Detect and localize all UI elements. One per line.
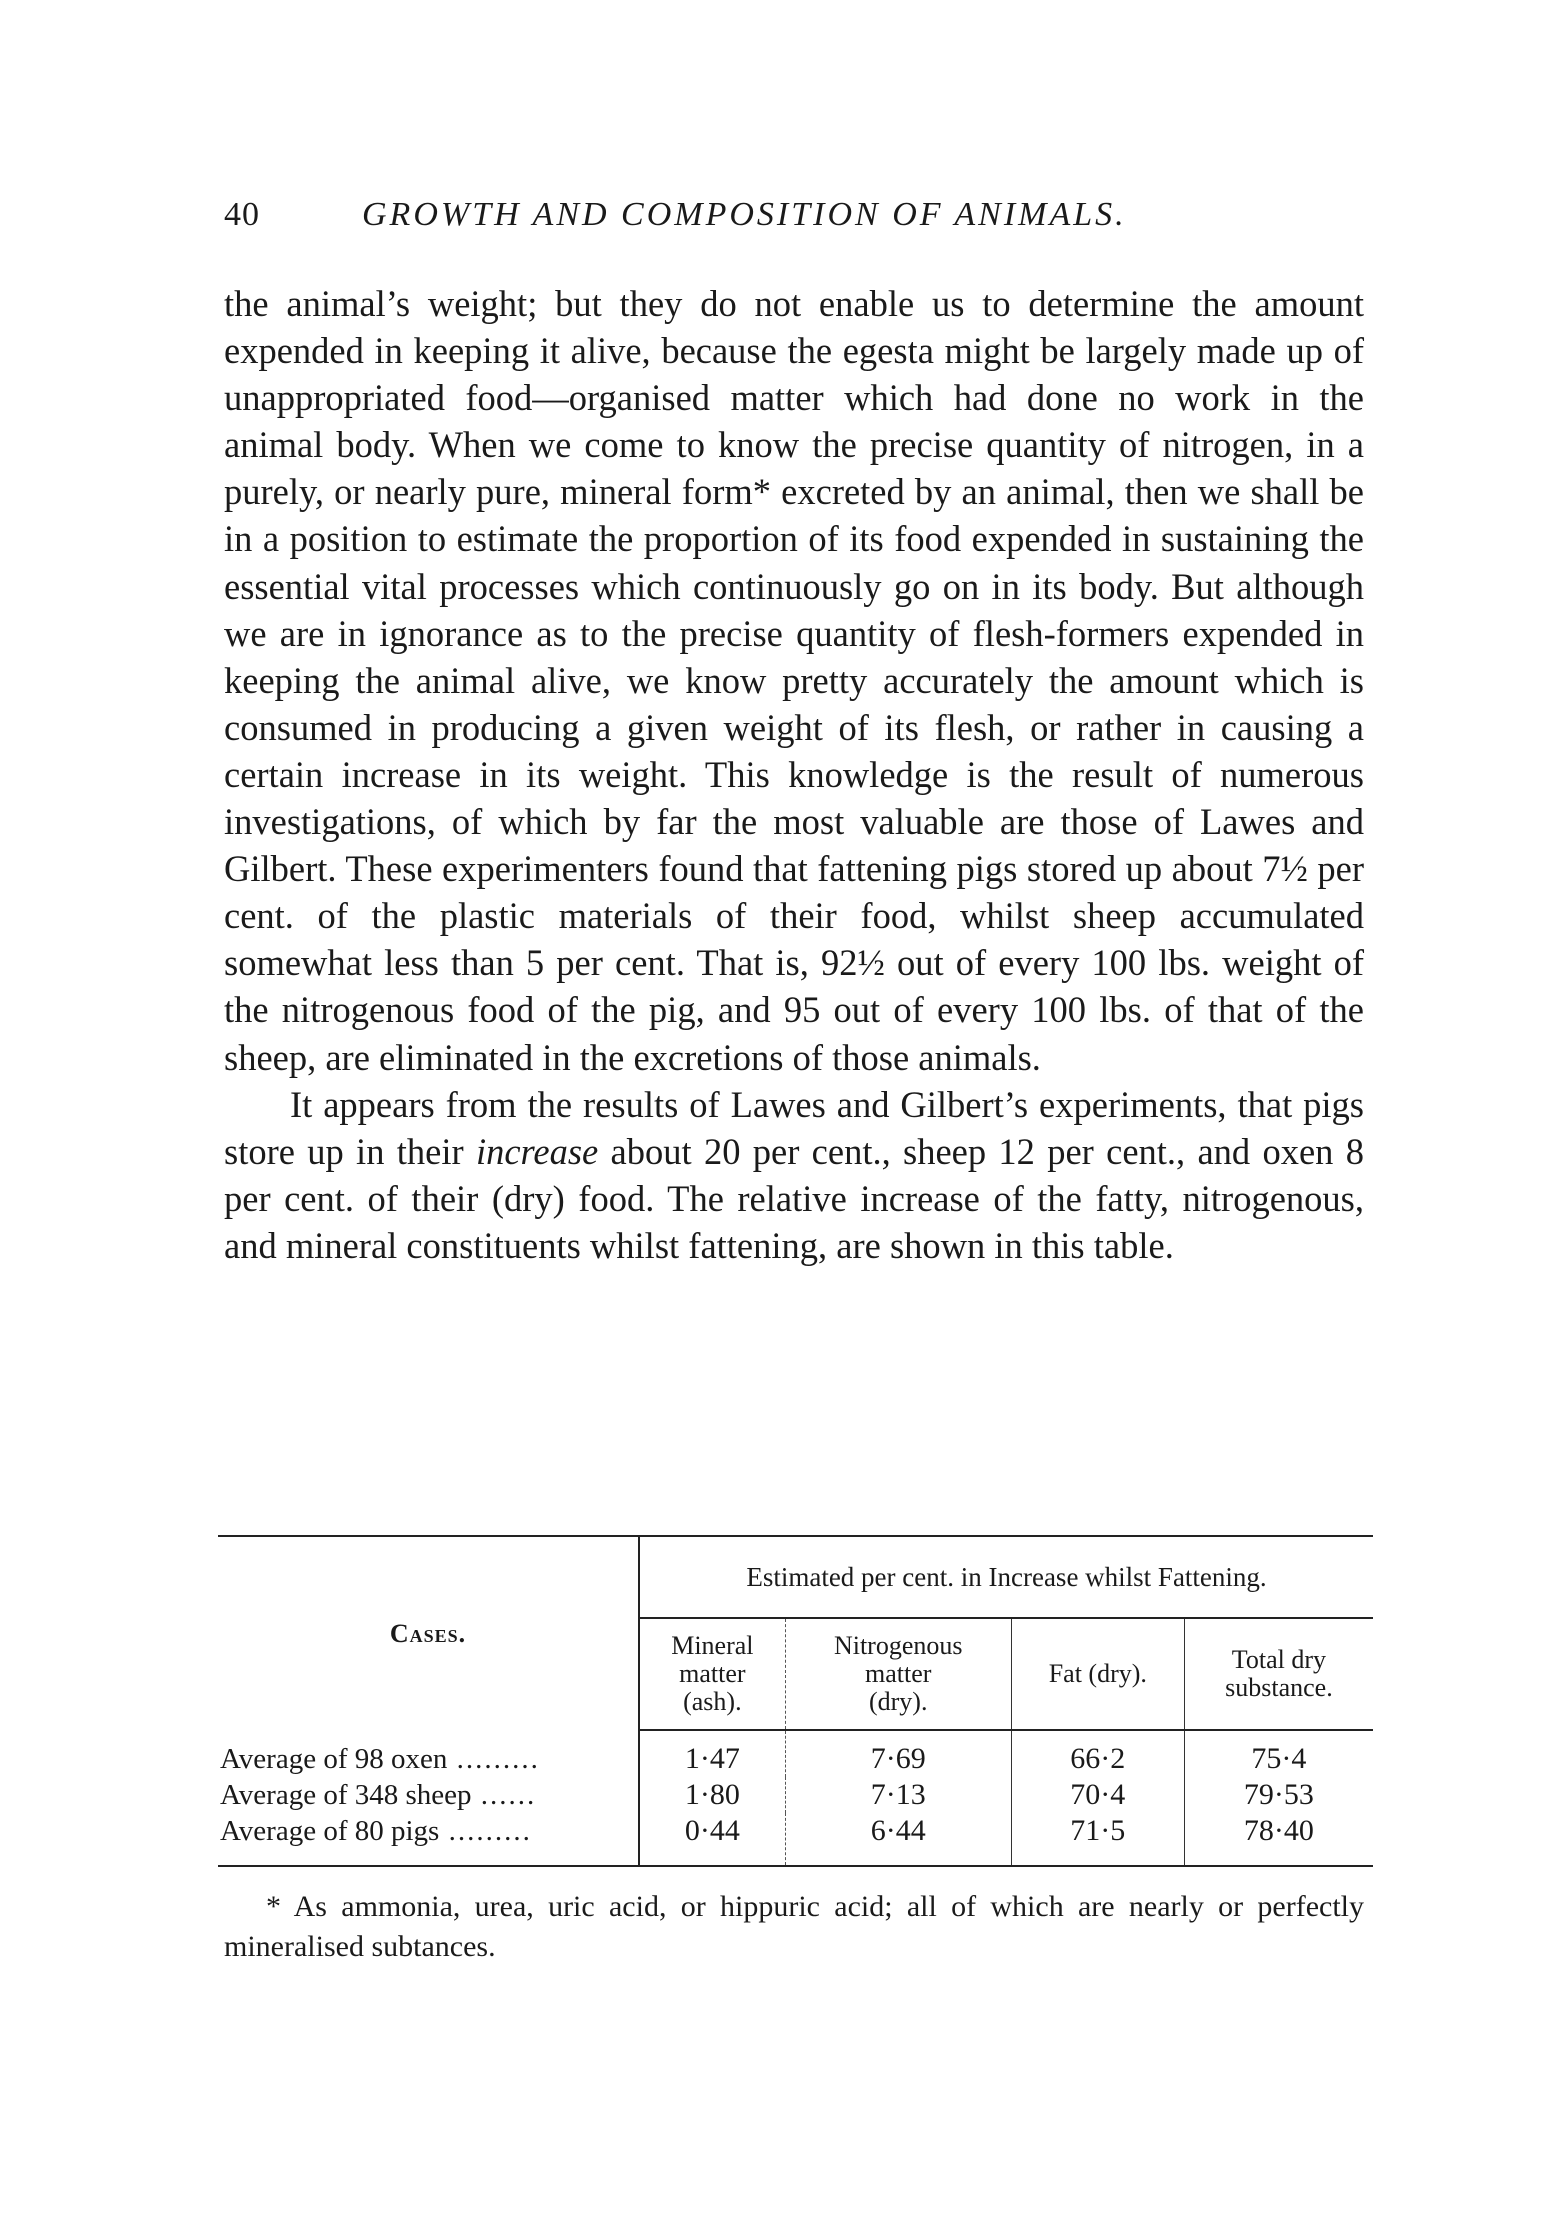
cases-header: Cases. [218,1536,639,1730]
table-row [218,1730,1373,1777]
footnote [224,1887,1364,1967]
paragraph-text: about 20 per cent., sheep 12 per cent., and oxen 8 per cent. of their (dry) food. The relative increase of the fatty, nitrogenous, and mineral constituents whilst fattening, are shown in this table. [224,1130,1364,1266]
value-cell: 1·47 [639,1730,785,1777]
case-label: Average of 348 sheep ...... [218,1777,639,1813]
paragraph [224,1081,1364,1269]
body-text [224,280,1364,1269]
value-cell: 78·40 [1243,1814,1314,1847]
footnote-marker: * [266,1890,281,1923]
table-row [218,1813,1373,1866]
footnote-text: As ammonia, urea, uric acid, or hippuric acid; all of which are nearly or perfectly mineralised subtances. [224,1890,1364,1963]
span-header: Estimated per cent. in Increase whilst Fattening. [639,1536,1373,1618]
value-cell: 6·44 [785,1813,1011,1866]
paragraph-text: It appears from the results of Lawes and Gilbert’s experiments, that pigs store up in their [224,1083,1364,1172]
table-row [218,1777,1373,1813]
value-cell: 70·4 [1011,1777,1184,1813]
value-cell: 66·2 [1011,1730,1184,1777]
running-title: GROWTH AND COMPOSITION OF ANIMALS. [362,196,1127,233]
fattening-table [218,1535,1373,1867]
running-header [224,196,1364,246]
column-header-mineral: Mineral matter (ash). [639,1618,785,1730]
value-cell: 79·53 [1243,1778,1314,1811]
page-number: 40 [224,196,260,233]
italic-term: increase [475,1130,599,1172]
value-cell: 75·4 [1251,1742,1307,1775]
column-header-total: Total dry substance. [1184,1618,1373,1730]
value-cell: 0·44 [639,1813,785,1866]
value-cell: 7·69 [785,1730,1011,1777]
paragraph: the animal’s weight; but they do not enable us to determine the amount expended in keeping it alive, because the egesta might be largely made up of unappropriated food—organised matter which had done no work in the animal body. When we come to know the precise quantity of nitrogen, in a purely, or nearly pure, mineral form* excreted by an animal, then we shall be in a position to estimate the proportion of its food expended in sustaining the essential vital processes which continuously go on in its body. But although we are in ignorance as to the precise quantity of flesh-formers expended in keeping the animal alive, we know pretty accurately the amount which is consumed in producing a given weight of its flesh, or rather in causing a certain increase in its weight. This knowledge is the result of numerous investigations, of which by far the most valuable are those of Lawes and Gilbert. These experimenters found that fattening pigs stored up about 7½ per cent. of the plastic materials of their food, whilst sheep accumulated somewhat less than 5 per cent. That is, 92½ out of every 100 lbs. weight of the nitrogenous food of the pig, and 95 out of every 100 lbs. of that of the sheep, are eliminated in the excretions of those animals. [224,283,1364,1078]
value-cell: 71·5 [1011,1813,1184,1866]
value-cell: 7·13 [785,1777,1011,1813]
value-cell: 1·80 [639,1777,785,1813]
column-header-fat: Fat (dry). [1011,1618,1184,1730]
case-label: Average of 80 pigs ......... [218,1813,639,1866]
case-label: Average of 98 oxen ......... [218,1730,639,1777]
column-header-nitrogenous: Nitrogenous matter (dry). [785,1618,1011,1730]
